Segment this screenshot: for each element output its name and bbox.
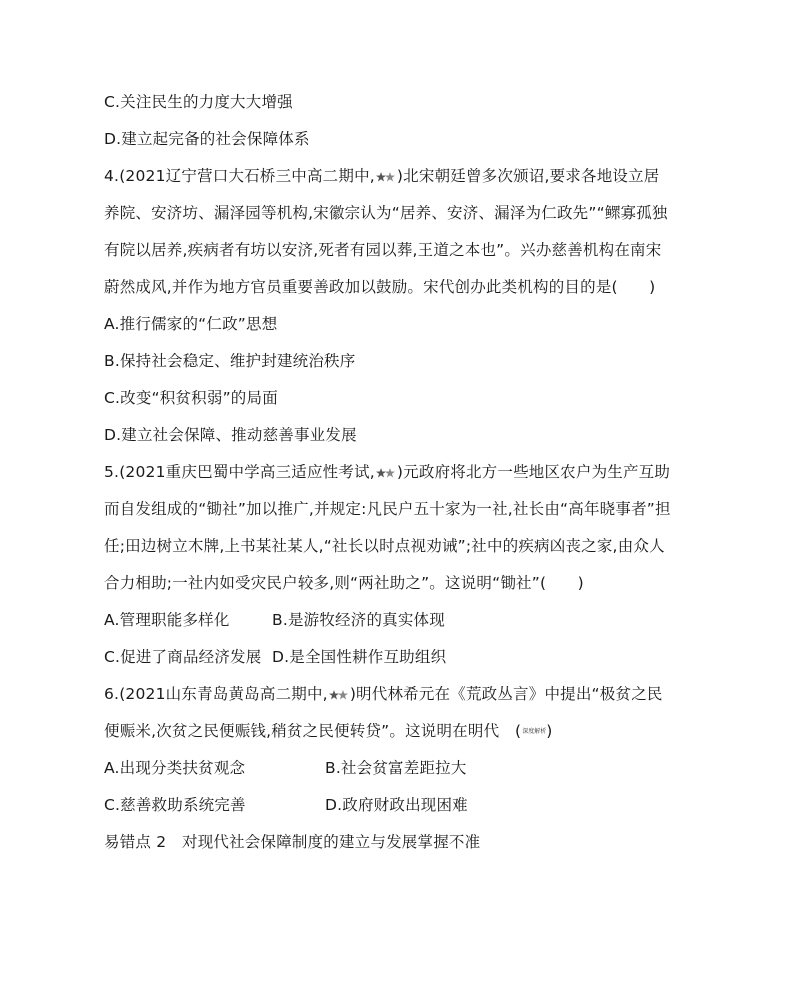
difficulty-stars-icon — [376, 172, 396, 182]
question-4-option-b: B.保持社会稳定、维护封建统治秩序 — [104, 352, 356, 370]
question-4-stem-line4: 蔚然成风,并作为地方官员重要善政加以鼓励。宋代创办此类机构的目的是( ) — [104, 278, 656, 296]
question-5-option-d: D.是全国性耕作互助组织 — [272, 648, 447, 666]
question-4-stem-line1: 4.(2021辽宁营口大石桥三中高二期中, )北宋朝廷曾多次颁诏,要求各地设立居 — [104, 167, 660, 185]
question-5-options-ab — [104, 610, 445, 630]
deep-analysis-tag: 深度解析 — [522, 727, 547, 735]
section-heading: 易错点 2 对现代社会保障制度的建立与发展掌握不准 — [104, 833, 481, 851]
question-5-stem-line4: 合力相助;一社内如受灾民户较多,则“两社助之”。这说明“锄社”( ) — [104, 574, 584, 592]
question-5-option-c: C.促进了商品经济发展 — [104, 648, 262, 666]
question-6-stem-line2: 便赈米,次贫之民便赈钱,稍贫之民便转贷”。这说明在明代 (深度解析) — [104, 722, 553, 740]
option-c-prev: C.关注民生的力度大大增强 — [104, 93, 293, 111]
question-6-option-d: D.政府财政出现困难 — [325, 796, 468, 814]
question-5-option-b: B.是游牧经济的真实体现 — [272, 611, 445, 629]
question-5-stem-line1: 5.(2021重庆巴蜀中学高三适应性考试, )元政府将北方一些地区农户为生产互助 — [104, 463, 671, 481]
question-5-stem-line2: 而自发组成的“锄社”加以推广,并规定:凡民户五十家为一社,社长由“高年晓事者”担 — [104, 500, 671, 518]
question-6-option-c: C.慈善救助系统完善 — [104, 796, 246, 814]
question-5-stem-line3: 任;田边树立木牌,上书某社某人,“社长以时点视劝诫”;社中的疾病凶丧之家,由众人 — [104, 537, 665, 555]
question-6-option-b: B.社会贫富差距拉大 — [325, 759, 467, 777]
question-6-options-ab — [104, 758, 467, 778]
question-4-option-a: A.推行儒家的“仁政”思想 — [104, 315, 278, 333]
question-5-option-a: A.管理职能多样化 — [104, 611, 230, 629]
question-4-stem-line3: 有院以居养,疾病者有坊以安济,死者有园以葬,王道之本也”。兴办慈善机构在南宋 — [104, 241, 662, 259]
difficulty-stars-icon — [376, 468, 396, 478]
question-5-options-cd — [104, 647, 447, 667]
question-4-stem-line2: 养院、安济坊、漏泽园等机构,宋徽宗认为“居养、安济、漏泽为仁政先”“鳏寡孤独 — [104, 204, 668, 222]
question-4-option-d: D.建立社会保障、推动慈善事业发展 — [104, 426, 357, 444]
question-6-stem-line1: 6.(2021山东青岛黄岛高二期中, )明代林希元在《荒政丛言》中提出“极贫之民 — [104, 685, 663, 703]
question-6-options-cd — [104, 795, 468, 815]
question-6-option-a: A.出现分类扶贫观念 — [104, 759, 246, 777]
difficulty-stars-icon — [329, 690, 349, 700]
question-4-option-c: C.改变“积贫积弱”的局面 — [104, 389, 278, 407]
option-d-prev: D.建立起完备的社会保障体系 — [104, 130, 310, 148]
